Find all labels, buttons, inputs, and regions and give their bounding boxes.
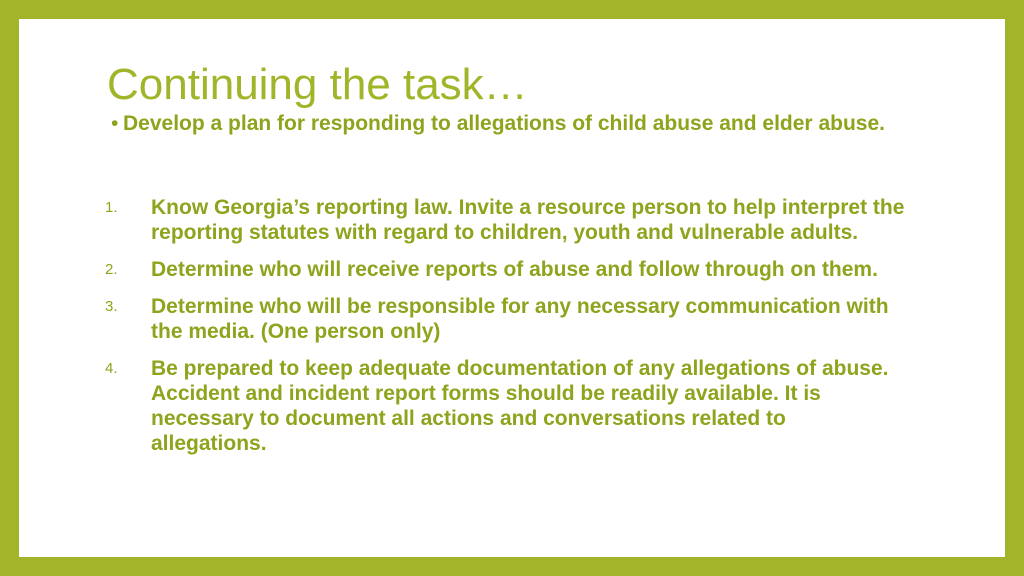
list-item <box>105 257 905 282</box>
step-number: 3. <box>105 298 118 315</box>
slide-title: Continuing the task… <box>107 60 528 109</box>
list-item <box>105 356 905 456</box>
intro-bullet <box>111 111 891 137</box>
step-text: Determine who will be responsible for any necessary communication with the media. (One person only) <box>151 295 889 343</box>
step-number: 1. <box>105 199 118 216</box>
step-text: Be prepared to keep adequate documentation of any allegations of abuse. Accident and incident report forms should be readily available. It is necessary to document all actions and conversations related to allegations. <box>151 357 889 455</box>
bullet-marker: • <box>111 112 119 135</box>
list-item <box>105 294 905 344</box>
list-item <box>105 195 905 245</box>
slide-panel <box>19 19 1005 557</box>
step-number: 2. <box>105 261 118 278</box>
intro-bullet-text: Develop a plan for responding to allegations of child abuse and elder abuse. <box>123 112 885 135</box>
step-text: Determine who will receive reports of abuse and follow through on them. <box>151 258 878 281</box>
step-text: Know Georgia’s reporting law. Invite a resource person to help interpret the reporting statutes with regard to children, youth and vulnerable adults. <box>151 196 905 244</box>
steps-list <box>105 195 905 468</box>
step-number: 4. <box>105 360 118 377</box>
